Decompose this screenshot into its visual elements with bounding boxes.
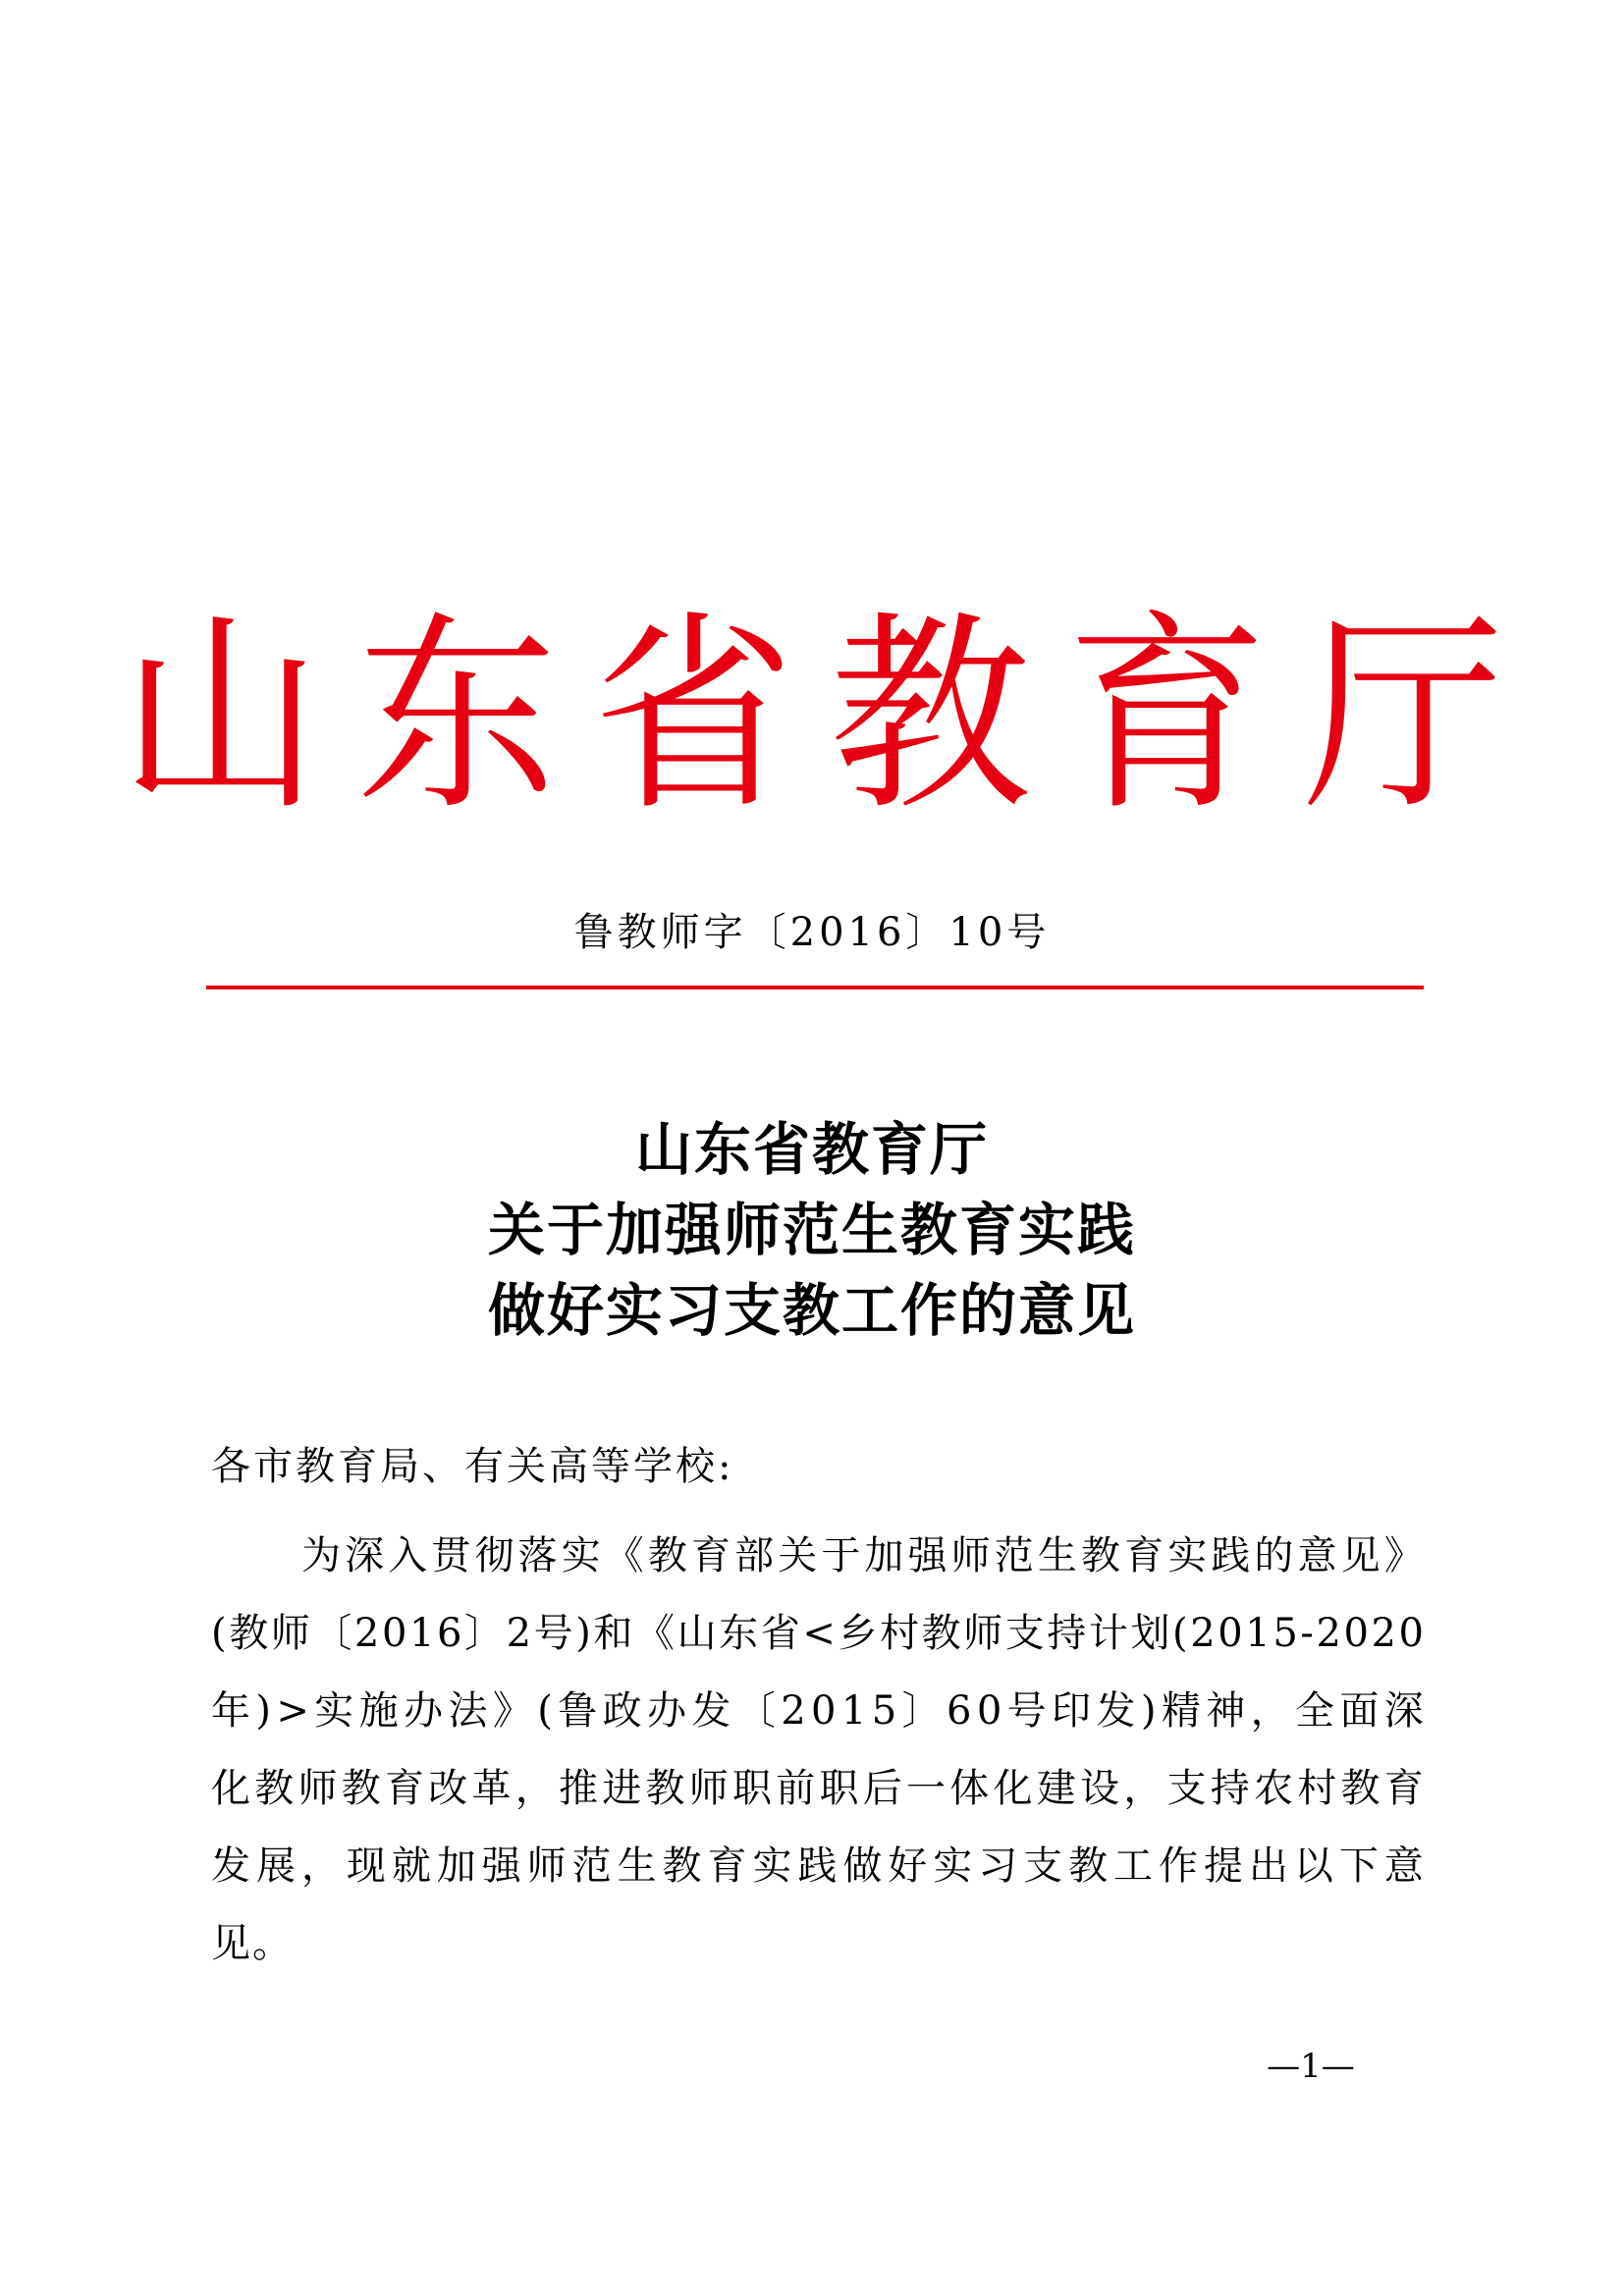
- page-number: —1—: [1267, 2047, 1355, 2086]
- body-line-6: 见。: [211, 1921, 294, 1966]
- body-line-5: 发 展 ， 现 就 加 强 师 范 生 教 育 实 践 做 好 实 习 支 教 工 作 提 出 以 下 意: [211, 1843, 1426, 1889]
- title-line-1: 山东省教育厅: [634, 1116, 989, 1183]
- body-line-1: 为 深 入 贯 彻 落 实 《 教 育 部 关 于 加 强 师 范 生 教 育 实 践 的 意 见 》: [301, 1533, 1426, 1578]
- red-divider-rule: [206, 986, 1424, 989]
- title-line-3: 做好实习支教工作的意见: [487, 1277, 1136, 1344]
- body-line-2: ( 教 师 〔 2 0 1 6 〕 2 号 ) 和 《 山 东 省 < 乡 村 教 师 支 持 计 划 ( 2 0 1 5 - 2 0 2 0: [211, 1611, 1426, 1656]
- body-line-3: 年 ) > 实 施 办 法 》 ( 鲁 政 办 发 〔 2 0 1 5 〕 6 0 号 印 发 ) 精 神 ， 全 面 深: [211, 1688, 1426, 1734]
- addressee-line: 各市教育局、有关高等学校:: [211, 1444, 734, 1489]
- body-paragraph: [211, 1518, 1426, 1983]
- body-line-4: 化 教 师 教 育 改 革 ， 推 进 教 师 职 前 职 后 一 体 化 建 设 ， 支 持 农 村 教 育: [211, 1766, 1426, 1811]
- document-title: [0, 1109, 1624, 1351]
- issuer-red-header: 山东省教育厅: [120, 594, 1540, 839]
- title-line-2: 关于加强师范生教育实践: [487, 1197, 1136, 1263]
- document-number: 鲁教师字〔2016〕10号: [573, 910, 1051, 955]
